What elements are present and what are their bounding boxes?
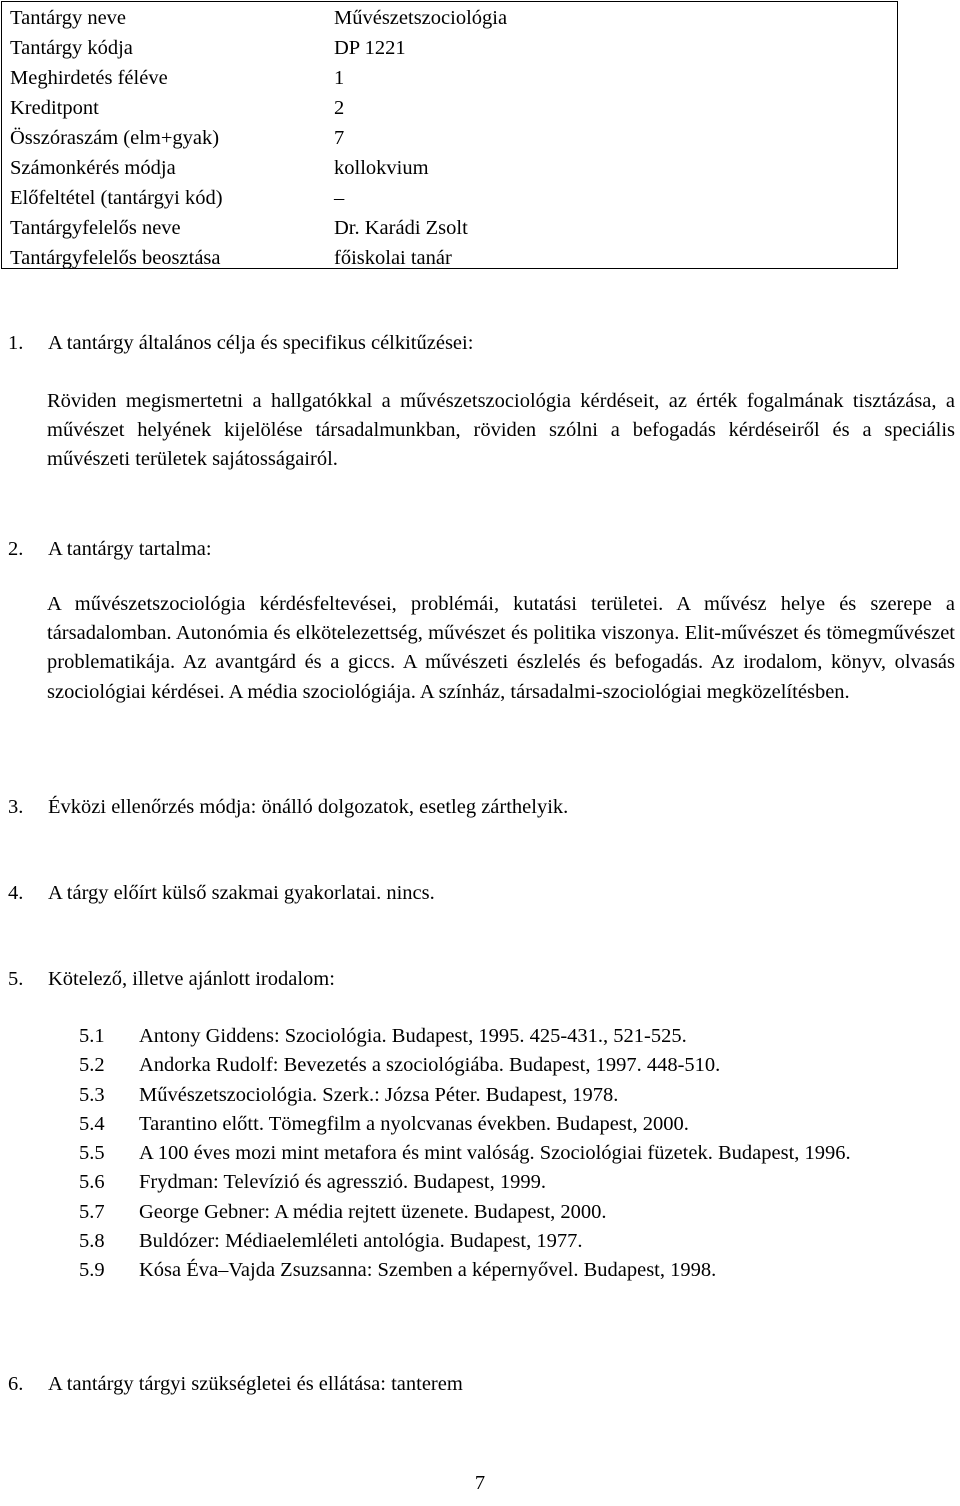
section-6-heading [8, 1369, 463, 1399]
section-5-heading [8, 964, 335, 994]
info-row [2, 33, 897, 63]
reference-list [79, 1022, 959, 1286]
reference-number: 5.2 [79, 1054, 105, 1077]
info-label: Meghirdetés féléve [10, 67, 168, 89]
section-number: 3. [8, 796, 24, 818]
info-row [2, 93, 897, 123]
section-4-heading [8, 878, 435, 908]
section-title: Évközi ellenőrzés módja: önálló dolgozatok, esetleg zárthelyik. [48, 796, 569, 818]
section-title: A tantárgy tárgyi szükségletei és ellátása: tanterem [48, 1373, 463, 1395]
info-value: DP 1221 [334, 37, 406, 59]
reference-text: Antony Giddens: Szociológia. Budapest, 1995. 425-431., 521-525. [139, 1025, 687, 1047]
list-item [79, 1110, 959, 1139]
info-value: 7 [334, 127, 345, 149]
section-1-heading [8, 328, 473, 358]
reference-text: Kósa Éva–Vajda Zsuzsanna: Szemben a képernyővel. Budapest, 1998. [139, 1259, 717, 1282]
section-number: 6. [8, 1373, 24, 1395]
list-item [79, 1256, 959, 1285]
info-value: 2 [334, 97, 345, 119]
reference-text: Buldózer: Médiaelemléleti antológia. Budapest, 1977. [139, 1230, 583, 1253]
info-row [2, 3, 897, 33]
reference-number: 5.1 [79, 1025, 105, 1047]
section-title: A tantárgy általános célja és specifikus célkitűzései: [48, 332, 474, 354]
reference-text: Művészetszociológia. Szerk.: Józsa Péter. Budapest, 1978. [139, 1083, 619, 1106]
section-title: A tárgy előírt külső szakmai gyakorlatai. nincs. [48, 882, 435, 904]
reference-text: A 100 éves mozi mint metafora és mint valóság. Szociológiai füzetek. Budapest, 1996. [139, 1142, 851, 1165]
info-row [2, 183, 897, 213]
list-item [79, 1051, 959, 1080]
info-label: Kreditpont [10, 97, 99, 119]
page-number: 7 [474, 1472, 486, 1494]
course-info-table [1, 1, 898, 269]
reference-text: Andorka Rudolf: Bevezetés a szociológiába. Budapest, 1997. 448-510. [139, 1054, 721, 1077]
info-row [2, 123, 897, 153]
info-value: kollokvium [334, 157, 429, 179]
section-2-body: A művészetszociológia kérdésfeltevései, problémái, kutatási területei. A művész helye és szerepe a társadalomban. Autonómia és elkötelezettség, művészet és politika viszonya. Elit-művészet és tömegművészet problematikája. Az avantgárd és a giccs. A művészeti észlelés és befogadás. Az irodalom, könyv, olvasás szociológiai kérdései. A média szociológiája. A színház, társadalmi-szociológiai megközelítésben. [47, 593, 955, 703]
info-value: 1 [334, 67, 345, 89]
reference-number: 5.8 [79, 1230, 105, 1253]
section-title: A tantárgy tartalma: [48, 538, 212, 560]
reference-text: George Gebner: A média rejtett üzenete. Budapest, 2000. [139, 1200, 607, 1223]
list-item [79, 1139, 959, 1168]
info-label: Számonkérés módja [10, 157, 176, 179]
list-item [79, 1198, 959, 1227]
info-row [2, 243, 897, 273]
section-3-heading [8, 792, 568, 822]
list-item [79, 1168, 959, 1197]
reference-number: 5.6 [79, 1171, 105, 1194]
section-number: 2. [8, 538, 24, 560]
list-item [79, 1022, 959, 1051]
section-number: 4. [8, 882, 24, 904]
info-row [2, 213, 897, 243]
info-value: Dr. Karádi Zsolt [334, 217, 468, 239]
info-label: Tantárgyfelelős beosztása [10, 247, 221, 269]
reference-number: 5.4 [79, 1112, 105, 1135]
section-title: Kötelező, illetve ajánlott irodalom: [48, 968, 335, 990]
reference-number: 5.5 [79, 1142, 105, 1165]
info-value: – [334, 187, 345, 209]
reference-number: 5.3 [79, 1083, 105, 1106]
reference-number: 5.7 [79, 1200, 105, 1223]
info-row [2, 153, 897, 183]
info-label: Tantárgy neve [10, 7, 127, 29]
section-number: 5. [8, 968, 24, 990]
reference-text: Tarantino előtt. Tömegfilm a nyolcvanas években. Budapest, 2000. [139, 1112, 689, 1135]
info-value: Művészetszociológia [334, 7, 508, 29]
info-value: főiskolai tanár [334, 247, 452, 269]
info-label: Előfeltétel (tantárgyi kód) [10, 187, 223, 209]
info-label: Tantárgy kódja [10, 37, 133, 59]
info-label: Tantárgyfelelős neve [10, 217, 181, 239]
section-number: 1. [8, 332, 24, 354]
info-row [2, 63, 897, 93]
info-label: Összóraszám (elm+gyak) [10, 127, 220, 149]
list-item [79, 1081, 959, 1110]
reference-text: Frydman: Televízió és agresszió. Budapest, 1999. [139, 1171, 546, 1194]
section-1-body: Röviden megismertetni a hallgatókkal a művészetszociológia kérdéseit, az érték fogalmának tisztázása, a művészet helyének kijelölése társadalmunkban, röviden szólni a befogadás kérdéseiről és a speciális művészeti területek sajátosságairól. [47, 390, 955, 470]
reference-number: 5.9 [79, 1259, 105, 1282]
section-2-heading [8, 534, 212, 564]
list-item [79, 1227, 959, 1256]
